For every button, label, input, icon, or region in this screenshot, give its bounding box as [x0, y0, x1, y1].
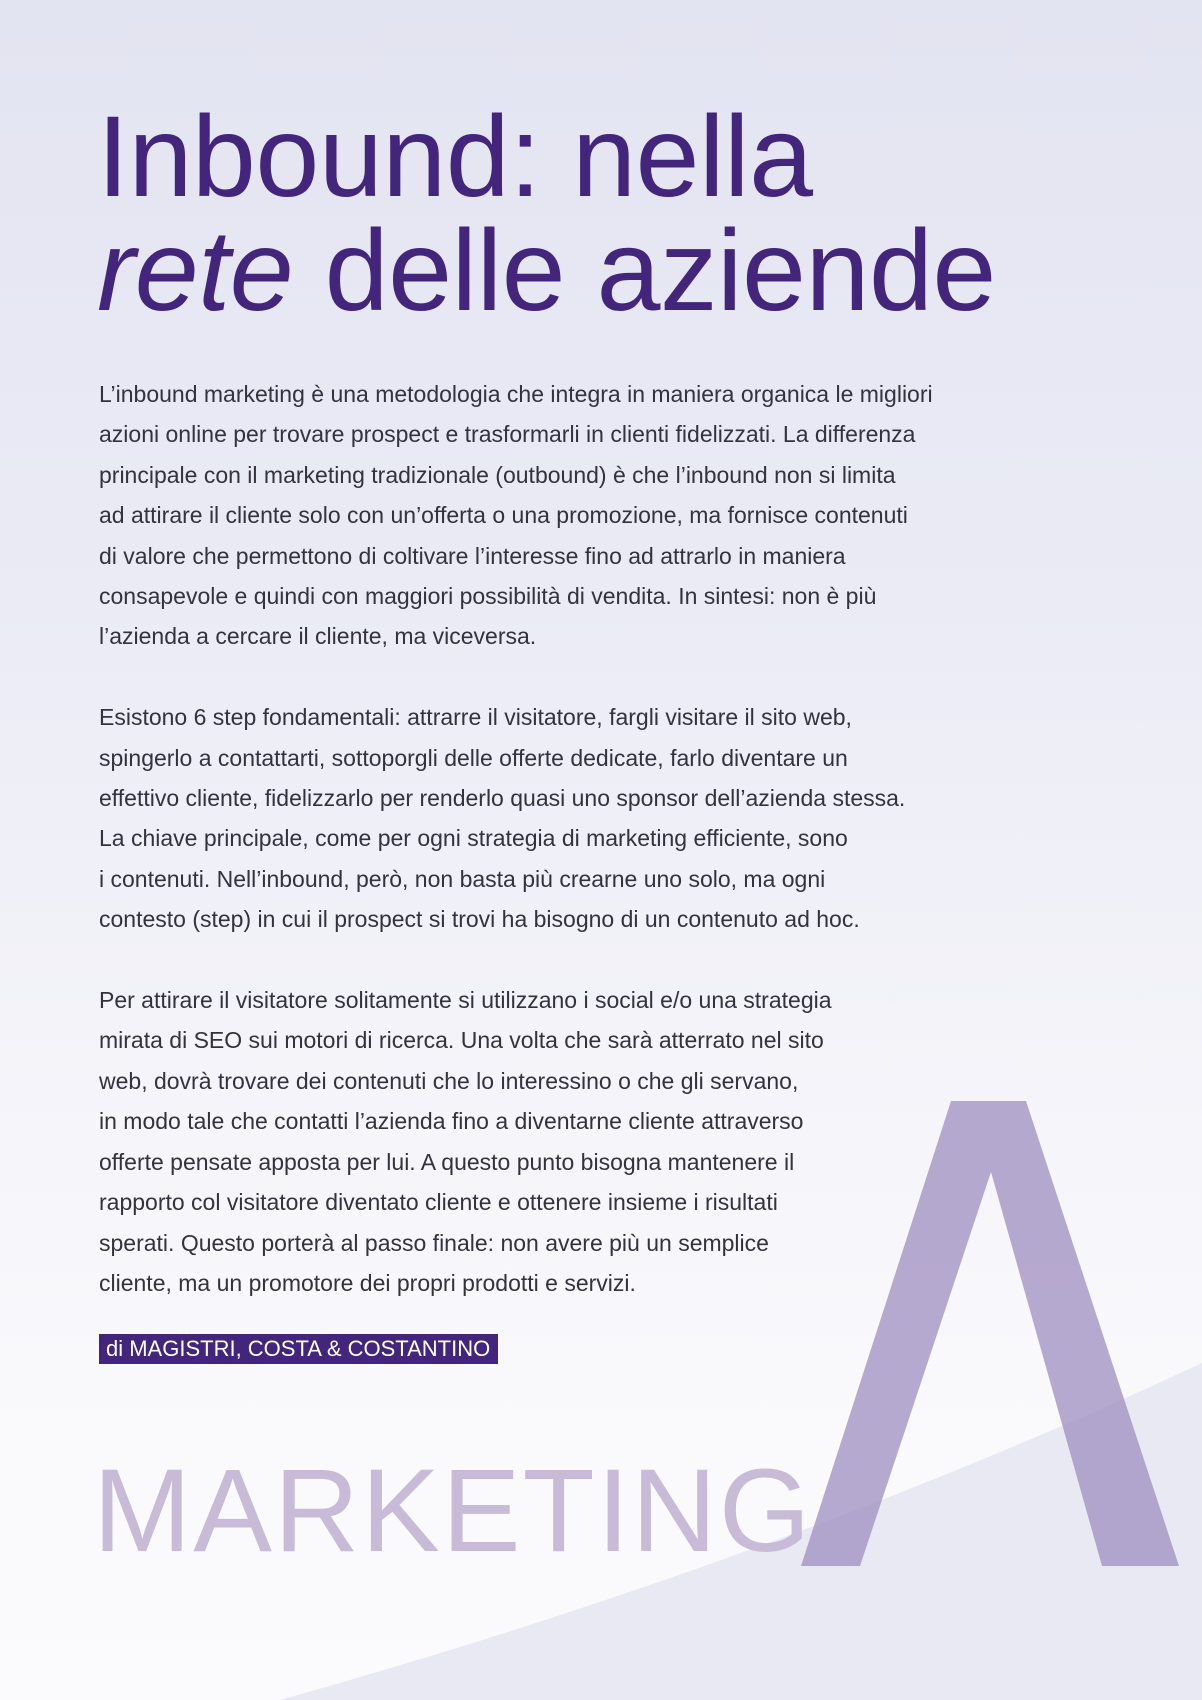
text-line: mirata di SEO sui motori di ricerca. Una volta che sarà atterrato nel sito [99, 1027, 824, 1054]
text-line: cliente, ma un promotore dei propri prodotti e servizi. [99, 1269, 636, 1296]
text-line: ad attirare il cliente solo con un’offerta o una promozione, ma fornisce contenuti [99, 502, 908, 529]
text-line: consapevole e quindi con maggiori possibilità di vendita. In sintesi: non è più [99, 583, 877, 610]
text-line: La chiave principale, come per ogni strategia di marketing efficiente, sono [99, 825, 848, 852]
text-line: spingerlo a contattarti, sottoporgli delle offerte dedicate, farlo diventare un [99, 744, 848, 771]
text-line: l’azienda a cercare il cliente, ma viceversa. [99, 623, 537, 650]
text-line: azioni online per trovare prospect e trasformarli in clienti fidelizzati. La differenza [99, 421, 916, 448]
title-line-2-rest: delle aziende [293, 207, 996, 335]
author-byline: di MAGISTRI, COSTA & COSTANTINO [99, 1334, 498, 1364]
title-line-1: Inbound: nella [97, 93, 813, 221]
title-italic-word: rete [97, 207, 294, 335]
section-label-marketing: MARKETING [93, 1445, 813, 1577]
text-line: offerte pensate apposta per lui. A questo punto bisogna mantenere il [99, 1148, 795, 1175]
text-line: principale con il marketing tradizionale (outbound) è che l’inbound non si limita [99, 461, 896, 488]
text-line: di valore che permettono di coltivare l’interesse fino ad attrarlo in maniera [99, 542, 846, 569]
text-line: web, dovrà trovare dei contenuti che lo interessino o che gli servano, [99, 1067, 799, 1094]
text-line: Esistono 6 step fondamentali: attrarre il visitatore, fargli visitare il sito web, [99, 704, 852, 731]
text-line: L’inbound marketing è una metodologia che integra in maniera organica le migliori [99, 381, 933, 407]
text-line: contesto (step) in cui il prospect si trovi ha bisogno di un contenuto ad hoc. [99, 906, 860, 933]
text-line: rapporto col visitatore diventato cliente e ottenere insieme i risultati [99, 1189, 778, 1216]
text-line: in modo tale che contatti l’azienda fino a diventarne cliente attraverso [99, 1108, 804, 1135]
text-line: i contenuti. Nell’inbound, però, non basta più crearne uno solo, ma ogni [99, 865, 826, 892]
text-line: Per attirare il visitatore solitamente si utilizzano i social e/o una strategia [99, 987, 832, 1014]
text-line: sperati. Questo porterà al passo finale: non avere più un semplice [99, 1229, 769, 1256]
text-line: effettivo cliente, fidelizzarlo per renderlo quasi uno sponsor dell’azienda stessa. [99, 785, 906, 812]
